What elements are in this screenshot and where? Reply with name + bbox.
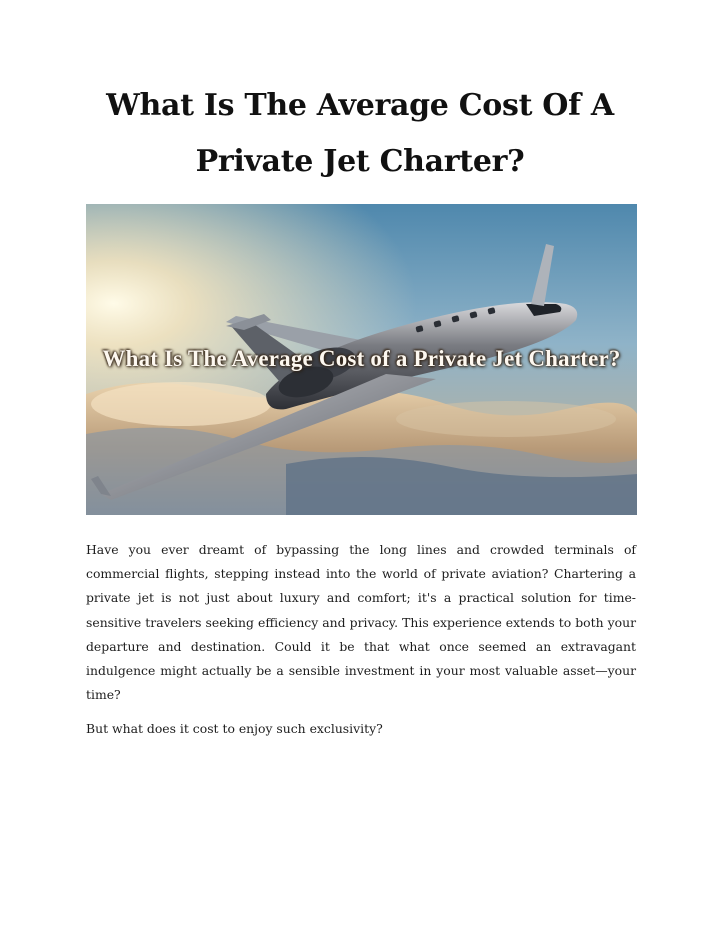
hero-image bbox=[86, 204, 637, 515]
paragraph-intro: Have you ever dreamt of bypassing the long lines and crowded terminals of commercial flights, stepping instead into the world of private aviation? Chartering a private jet is not just about luxury and comfort; it's a practical solution for time-sensitive travelers seeking efficiency and privacy. This experience extends to both your departure and destination. Could it be that what once seemed an extravagant indulgence might actually be a sensible investment in your most valuable asset—your time? bbox=[86, 542, 636, 703]
page-title bbox=[0, 78, 720, 190]
article-body bbox=[86, 538, 636, 752]
paragraph-question: But what does it cost to enjoy such exclusivity? bbox=[86, 721, 383, 737]
hero-image-caption: What Is The Average Cost of a Private Jet Charter? bbox=[102, 346, 621, 371]
page-title-line-2: Private Jet Charter? bbox=[195, 144, 525, 179]
page-title-line-1: What Is The Average Cost Of A bbox=[106, 88, 614, 123]
